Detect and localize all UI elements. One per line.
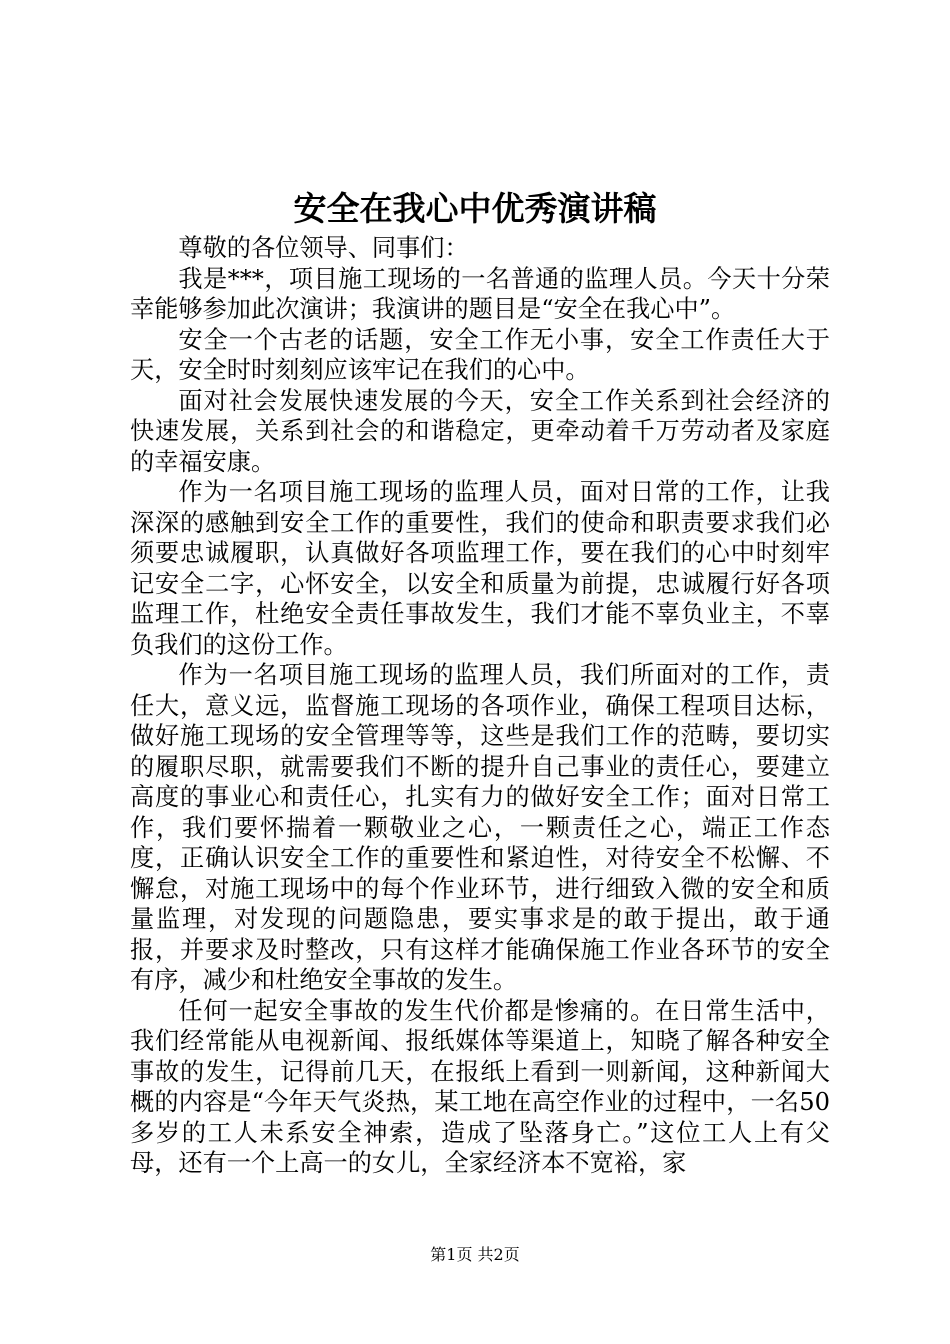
salutation-paragraph: 尊敬的各位领导、同事们： bbox=[178, 234, 469, 262]
body-paragraph: 作为一名项目施工现场的监理人员，面对日常的工作，让我深深的感触到安全工作的重要性，我们的使命和职责要求我们必须要忠诚履职，认真做好各项监理工作，要在我们的心中时刻牢记安全二字，心怀安全，以安全和质量为前提，忠诚履行好各项监理工作，杜绝安全责任事故发生，我们才能不辜负业主，不辜负我们的这份工作。 bbox=[130, 478, 830, 659]
body-paragraph: 面对社会发展快速发展的今天，安全工作关系到社会经济的快速发展，关系到社会的和谐稳定，更牵动着千万劳动者及家庭的幸福安康。 bbox=[130, 386, 830, 476]
body-paragraph: 我是***，项目施工现场的一名普通的监理人员。今天十分荣幸能够参加此次演讲；我演讲的题目是“安全在我心中”。 bbox=[130, 264, 830, 323]
body-paragraph: 作为一名项目施工现场的监理人员，我们所面对的工作，责任大，意义远，监督施工现场的各项作业，确保工程项目达标，做好施工现场的安全管理等等，这些是我们工作的范畴，要切实的履职尽职，就需要我们不断的提升自己事业的责任心，要建立高度的事业心和责任心，扎实有力的做好安全工作；面对日常工作，我们要怀揣着一颗敬业之心，一颗责任之心，端正工作态度，正确认识安全工作的重要性和紧迫性，对待安全不松懈、不懈怠，对施工现场中的每个作业环节，进行细致入微的安全和质量监理，对发现的问题隐患，要实事求是的敢于提出，敢于通报，并要求及时整改，只有这样才能确保施工作业各环节的安全有序，减少和杜绝安全事故的发生。 bbox=[130, 661, 830, 994]
document-title: 安全在我心中优秀演讲稿 bbox=[293, 189, 657, 228]
body-paragraph: 任何一起安全事故的发生代价都是惨痛的。在日常生活中，我们经常能从电视新闻、报纸媒体等渠道上，知晓了解各种安全事故的发生，记得前几天，在报纸上看到一则新闻，这种新闻大概的内容是“今年天气炎热，某工地在高空作业的过程中，一名50多岁的工人未系安全神索，造成了坠落身亡。”这位工人上有父母，还有一个上高一的女儿，全家经济本不宽裕，家 bbox=[130, 996, 830, 1177]
page-number-footer: 第1页 共2页 bbox=[430, 1245, 520, 1264]
body-paragraph: 安全一个古老的话题，安全工作无小事，安全工作责任大于天，安全时时刻刻应该牢记在我们的心中。 bbox=[130, 325, 830, 384]
document-body bbox=[130, 233, 830, 1179]
